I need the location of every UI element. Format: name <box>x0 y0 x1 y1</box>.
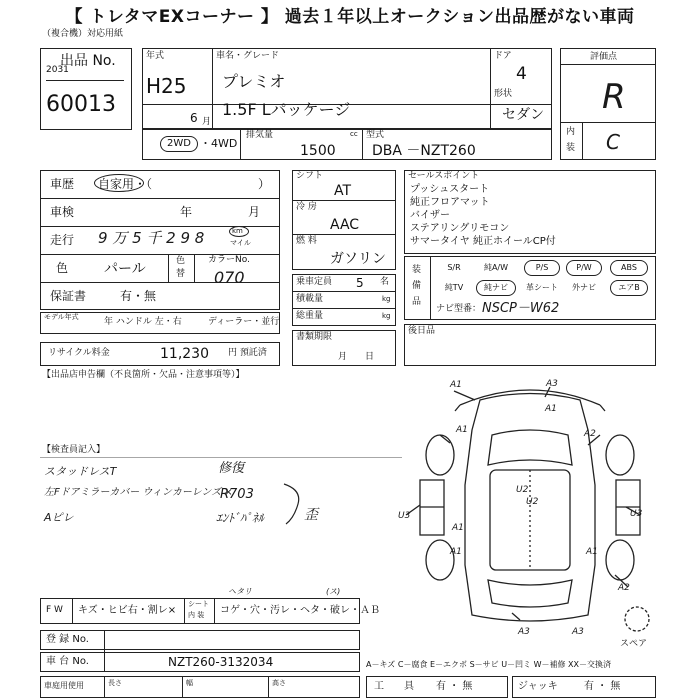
displacement-value: 1500 <box>300 143 336 159</box>
inspector-note: スタッドレスT <box>44 465 117 478</box>
jack-label: ジャッキ <box>518 681 558 692</box>
equip-label: 装 <box>412 265 422 275</box>
equip-label: 品 <box>412 297 422 307</box>
color-no-label: カラーNo. <box>208 255 250 265</box>
ac-value: AAC <box>330 217 360 233</box>
navi-label: ナビ型番： <box>436 304 482 314</box>
color-label: 色 <box>56 261 69 275</box>
damage-mark: U2 <box>526 497 539 507</box>
damage-mark: U3 <box>398 511 411 521</box>
history-end: ） <box>258 177 271 191</box>
shift-value: AT <box>334 183 352 199</box>
color-no-value: 070 <box>214 268 245 287</box>
inspector-label: 【検査員記入】 <box>42 445 106 455</box>
inspection-year: 年 <box>180 205 193 219</box>
inspection-month: 月 <box>248 205 261 219</box>
cc-unit: cc <box>350 130 358 138</box>
displacement-label: 排気量 <box>246 130 274 140</box>
brace-mark <box>280 480 310 530</box>
tools-value: 有 ・ 無 <box>436 681 473 692</box>
inspector-note-right: ｴﾝﾄﾞﾊﾟﾈﾙ <box>216 511 265 525</box>
damage-mark: A1 <box>452 523 464 533</box>
capacity-value: 5 <box>356 276 364 290</box>
report-label: 【出品店申告欄（不良箇所・欠品・注意事項等）】 <box>42 370 245 380</box>
ac-label: 冷 房 <box>296 202 317 212</box>
jack-value: 有 ・ 無 <box>584 681 621 692</box>
recycle-unit: 円 預託済 <box>228 348 267 358</box>
dealer-label: ディーラー・並行 <box>208 317 280 327</box>
tools-label: 工 具 <box>374 681 414 692</box>
load-label: 積載量 <box>296 294 324 304</box>
year-label: 年式 <box>146 51 165 61</box>
doc-expiry-unit: 月 日 <box>338 352 375 362</box>
later-items-label: 後日品 <box>408 326 436 336</box>
length-label: 長さ <box>108 679 122 687</box>
doc-expiry-label: 書類期限 <box>296 332 333 342</box>
mileage-label: 走行 <box>50 233 75 247</box>
damage-mark: U3 <box>630 509 643 519</box>
fuel-value: ガソリン <box>330 251 386 267</box>
model-value: DBA －NZT260 <box>372 143 476 159</box>
seat-label: 内 装 <box>188 611 205 619</box>
seat-tag: (ス) <box>326 587 341 596</box>
doors-value: 4 <box>516 64 527 84</box>
equip-tv: 純TV <box>444 283 464 292</box>
history-label: 車歴 <box>50 177 75 191</box>
lot-small: 2031 <box>46 65 69 75</box>
history-value: 自家用・（ <box>98 177 153 191</box>
equip-ext-navi: 外ナビ <box>572 283 596 292</box>
sales-point: バイザー <box>410 210 450 221</box>
sales-point: プッシュスタート <box>410 184 490 195</box>
page-title: 【 トレタマEXコーナー 】 過去１年以上オークション出品歴がない車両 <box>65 6 635 27</box>
damage-mark: A1 <box>586 547 598 557</box>
interior-value: C <box>606 130 620 154</box>
lot-underline <box>46 80 124 81</box>
score-label: 評価点 <box>590 52 618 62</box>
equip-leather: 革シート <box>526 283 558 292</box>
model-label: 型式 <box>366 130 385 140</box>
seat-items: コゲ・穴・汚レ・ヘタ・破レ・ＡＢ <box>220 605 380 616</box>
handle-label: 年 ハンドル 左・右 <box>104 317 182 327</box>
score-value: R <box>602 77 626 117</box>
weight-label: 総重量 <box>296 311 324 321</box>
chassis-value: NZT260-3132034 <box>168 655 274 669</box>
seat-label: シート <box>188 600 209 608</box>
inspector-note: 左Fドアミラーカバー ウィンカーレンズ × <box>44 487 233 498</box>
equip-pw: P/W <box>566 260 602 276</box>
fuel-label: 燃 料 <box>296 236 317 246</box>
spare-label: スペア <box>620 639 648 649</box>
warranty-label: 保証書 <box>50 289 87 303</box>
width-label: 幅 <box>186 679 193 687</box>
damage-mark: A3 <box>518 627 530 637</box>
weight-unit: kg <box>382 312 391 320</box>
inspection-label: 車検 <box>50 205 75 219</box>
color-change-2: 替 <box>176 269 186 279</box>
name-label: 車名・グレード <box>216 51 280 61</box>
month-value: 6 <box>190 111 198 125</box>
lot-number: 60013 <box>46 92 116 117</box>
equip-ps: P/S <box>524 260 560 276</box>
navi-value: NSCP－W62 <box>482 301 560 316</box>
history-circle <box>94 174 144 192</box>
equip-aw: 純A/W <box>483 263 509 272</box>
equip-navi: 純ナビ <box>476 280 516 296</box>
damage-mark: A1 <box>450 380 462 390</box>
damage-mark: A1 <box>456 425 468 435</box>
car-grade: 1.5F Lパッケージ <box>222 100 351 119</box>
load-unit: kg <box>382 295 391 303</box>
fw-items: キズ・ヒビ右・割レ× <box>78 605 177 616</box>
shift-label: シフト <box>296 171 324 181</box>
mileage-value: 9 万 5 千 2 9 8 <box>98 229 205 247</box>
equip-sr: S/R <box>447 263 461 272</box>
recycle-label: リサイクル料金 <box>48 348 110 358</box>
reg-label: 登 録 No. <box>46 634 89 645</box>
damage-mark: A2 <box>584 429 596 439</box>
capacity-unit: 名 <box>380 277 390 287</box>
damage-mark: A2 <box>618 583 630 593</box>
shape-value: セダン <box>502 107 545 123</box>
color-change-1: 色 <box>176 256 186 266</box>
month-unit: 月 <box>202 117 212 127</box>
inspector-note: Aピレ <box>44 511 74 524</box>
equip-label: 備 <box>412 281 422 291</box>
sales-point: ステアリングリモコン <box>410 223 510 234</box>
interior-label-2: 装 <box>566 143 576 153</box>
lot-label: 出品 No. <box>60 53 116 69</box>
damage-mark: U2 <box>516 485 529 495</box>
fw-label: F W <box>46 605 63 615</box>
doors-label: ドア <box>494 51 512 61</box>
damage-mark: A3 <box>572 627 584 637</box>
car-name: プレミオ <box>222 72 286 91</box>
chassis-label: 車 台 No. <box>46 656 89 667</box>
damage-mark: A1 <box>450 547 462 557</box>
paper-note: （複合機）対応用紙 <box>42 29 124 39</box>
equip-abs: ABS <box>610 260 648 276</box>
model-year-label: モデル年式 <box>44 313 79 321</box>
damage-legend: A－キズ C－腐食 E－エクボ S－サビ U－凹ミ W－補修 XX－交換済 <box>366 660 612 669</box>
year-value: H25 <box>146 74 187 98</box>
equip-airbag: エアB <box>610 280 648 296</box>
later-items-box <box>404 324 656 366</box>
km-circle <box>229 226 249 237</box>
damage-mark: A3 <box>546 379 558 389</box>
sales-label: セールスポイント <box>408 171 480 181</box>
seat-tag: ヘタリ <box>228 587 252 596</box>
sales-point: サマータイヤ 純正ホイールCP付 <box>410 236 556 247</box>
capacity-label: 乗車定員 <box>296 277 333 287</box>
color-value: パール <box>104 261 146 277</box>
damage-mark: A1 <box>545 404 557 414</box>
sales-point: 純正フロアマット <box>410 197 490 208</box>
garage-row <box>40 676 360 698</box>
use-label: 車庭用使用 <box>44 681 84 690</box>
warranty-value: 有・無 <box>120 289 157 303</box>
mileage-km: km <box>232 227 243 235</box>
inspector-note-right: 修復 <box>218 461 245 476</box>
inspector-note-right: 歪 <box>304 507 318 523</box>
recycle-value: 11,230 <box>160 346 209 362</box>
shape-label: 形状 <box>494 89 513 99</box>
drive-4wd: ・4WD <box>200 137 238 150</box>
mileage-mile: マイル <box>230 239 251 247</box>
interior-label-1: 内 <box>566 127 576 137</box>
inspector-note-right: R703 <box>220 487 254 502</box>
drive-2wd: 2WD <box>160 136 198 152</box>
height-label: 高さ <box>272 679 286 687</box>
